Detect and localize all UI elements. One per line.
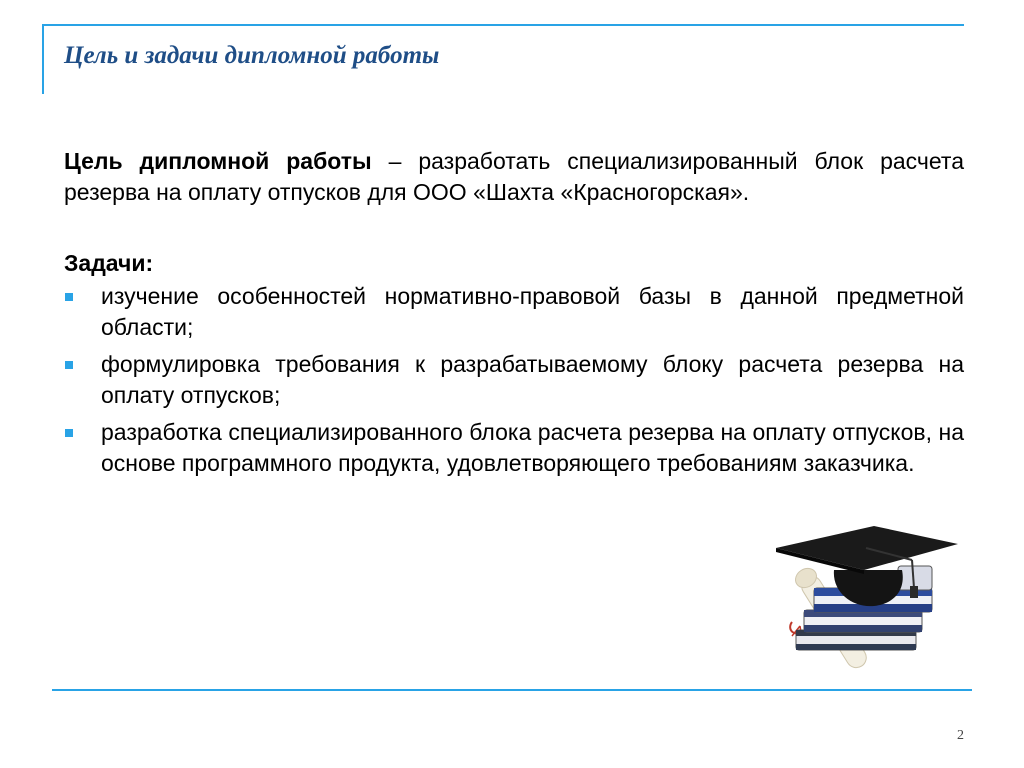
task-item-1 (64, 281, 964, 343)
bullet-square-icon (65, 361, 73, 369)
tasks-heading: Задачи: (64, 250, 154, 276)
goal-text: – разработать специализированный блок расчета резерва на оплату отпусков для ООО «Шахта «Красногорская». (64, 148, 964, 205)
slide-content (64, 146, 964, 485)
bullet-square-icon (65, 293, 73, 301)
task-list (64, 281, 964, 479)
goal-paragraph (64, 146, 964, 208)
task-item-2 (64, 349, 964, 411)
goal-label: Цель дипломной работы (64, 148, 372, 174)
task-text: формулировка требования к разрабатываемому блоку расчета резерва на оплату отпусков; (101, 351, 964, 408)
page-number: 2 (957, 728, 964, 743)
task-text: изучение особенностей нормативно-правовой базы в данной предметной области; (101, 283, 964, 340)
slide-title: Цель и задачи дипломной работы (64, 42, 440, 69)
footer-divider (52, 689, 972, 691)
bullet-square-icon (65, 429, 73, 437)
task-text: разработка специализированного блока расчета резерва на оплату отпусков, на основе программного продукта, удовлетворяющего требованиям заказчика. (101, 419, 964, 476)
task-item-3 (64, 417, 964, 479)
graduation-cap-books-diploma-icon (756, 526, 966, 676)
